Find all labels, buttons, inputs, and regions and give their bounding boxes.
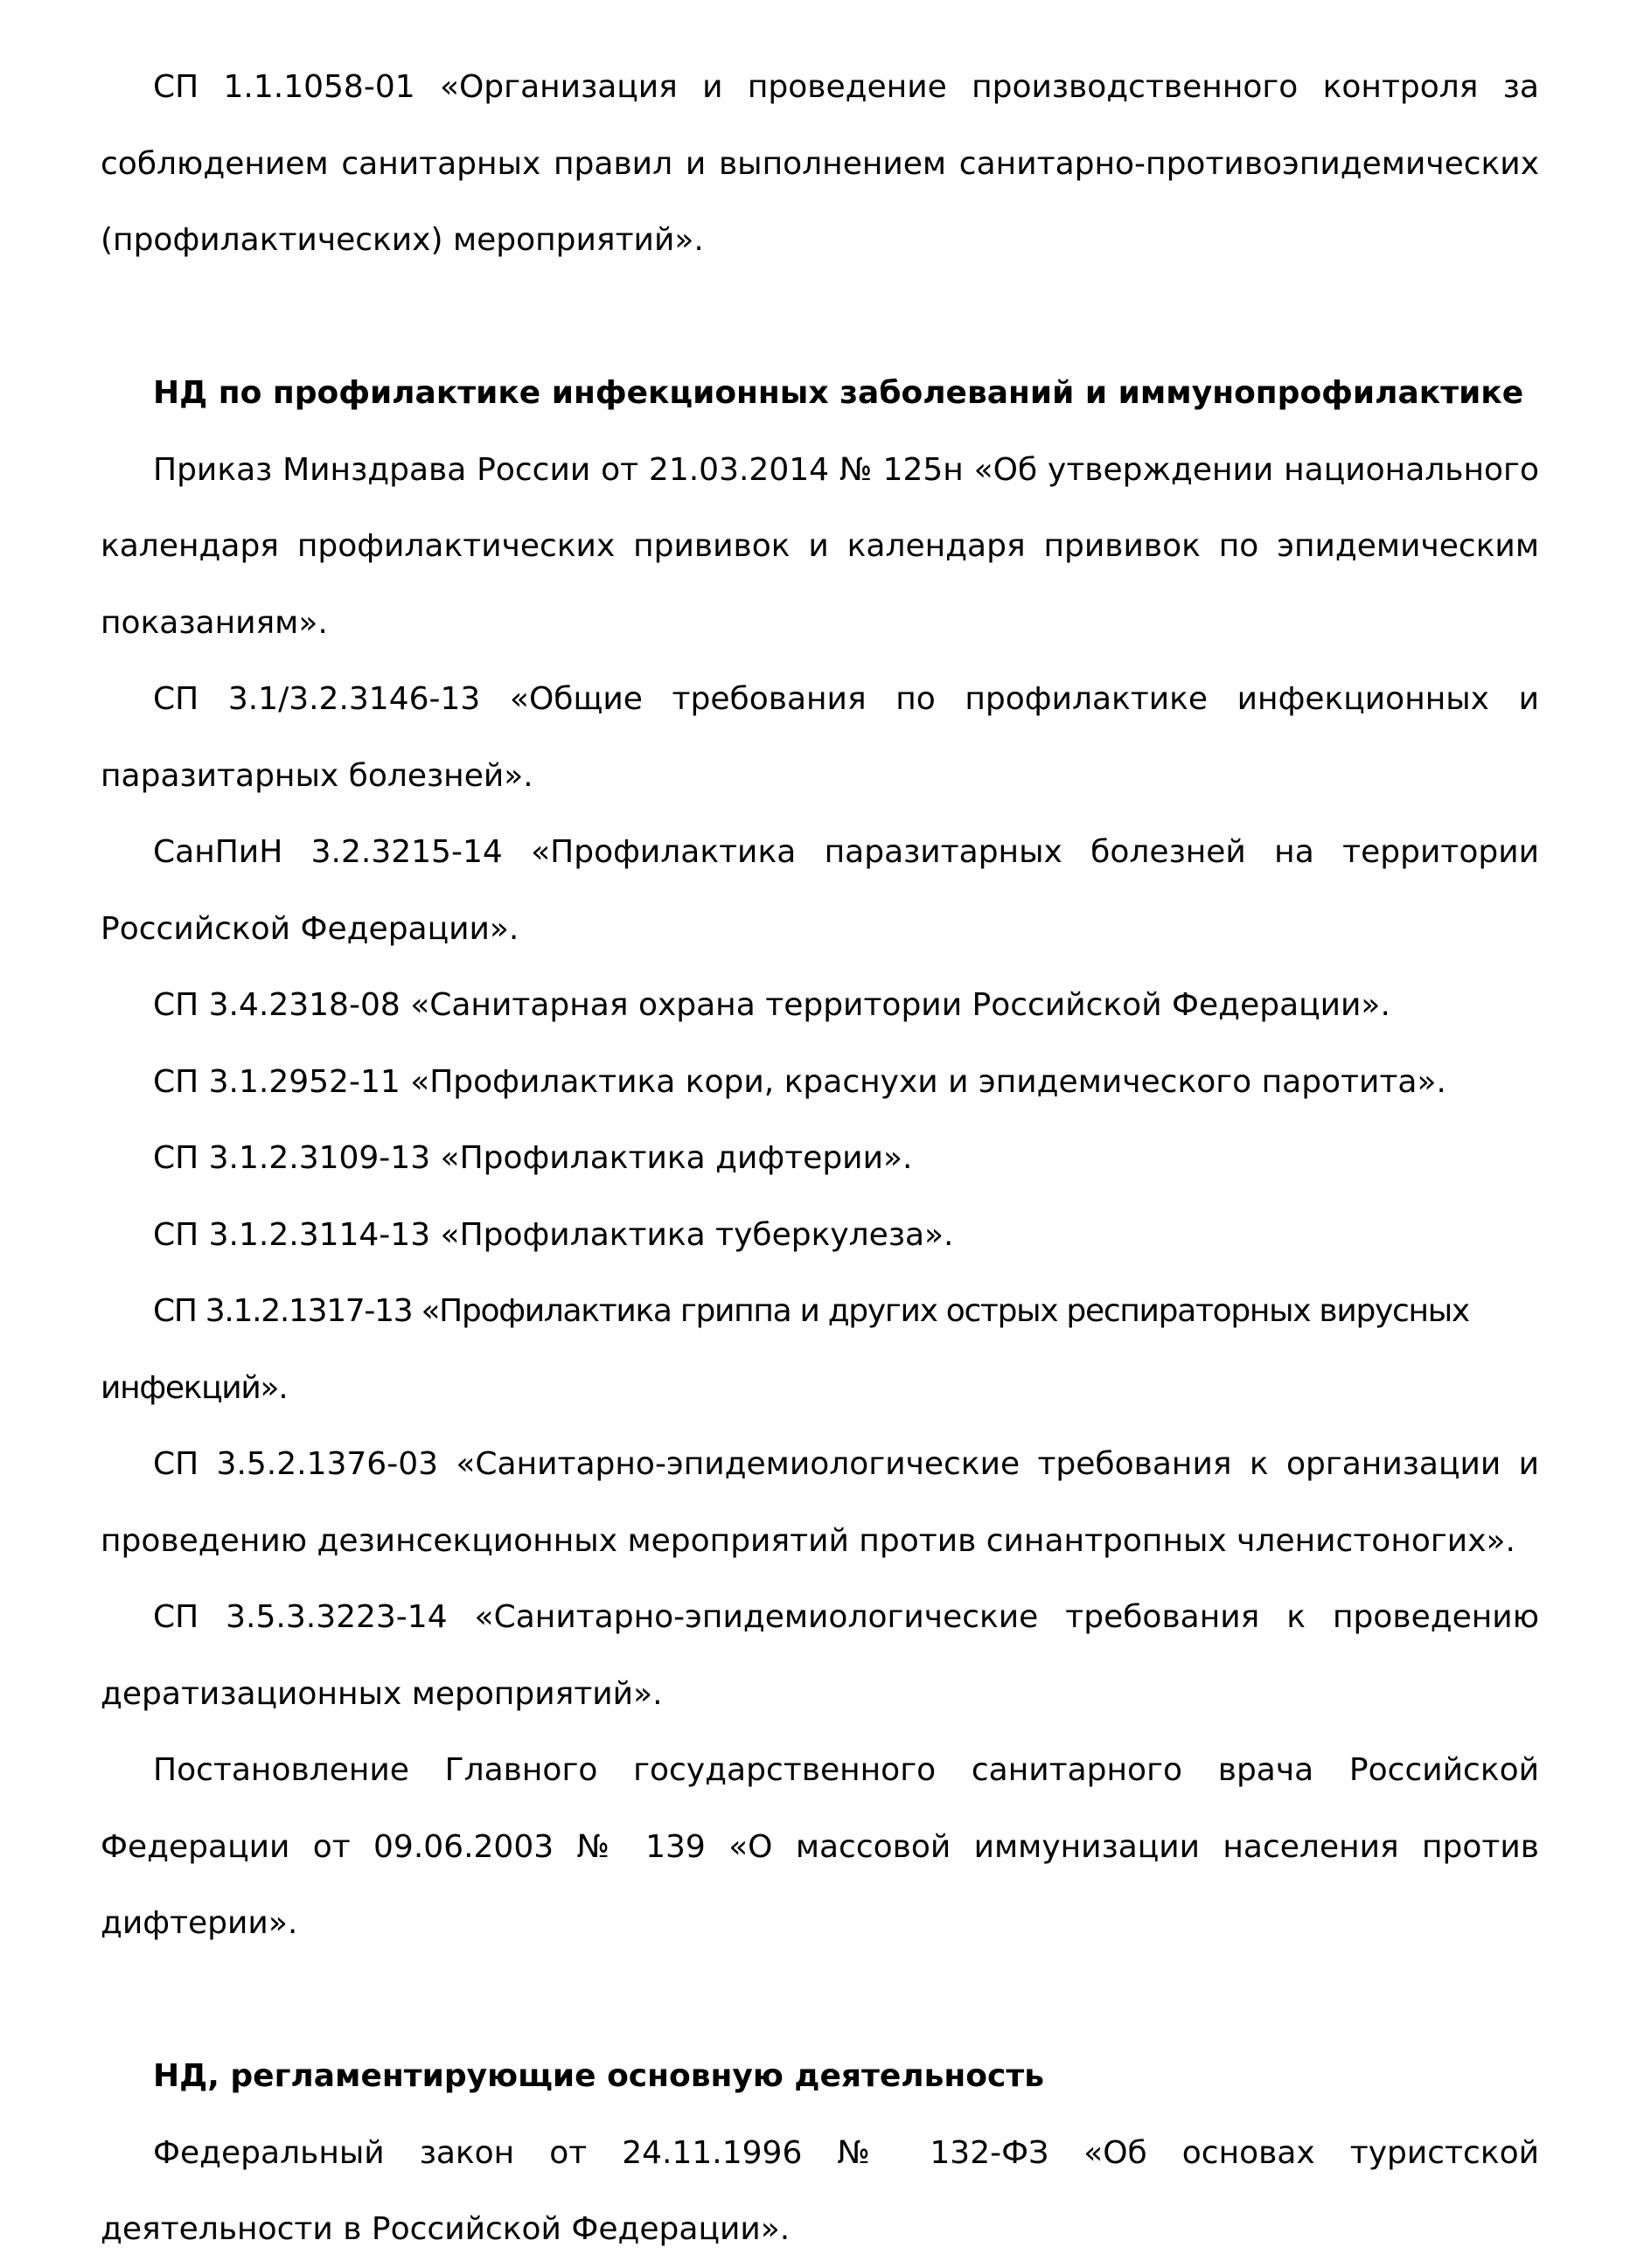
paragraph-sanpin-3-2-3215-14: СанПиН 3.2.3215-14 «Профилактика паразитарных болезней на территории Российской Федерации».: [101, 834, 1539, 947]
section-heading-infection-prevention: НД по профилактике инфекционных заболеваний и иммунопрофилактике: [153, 375, 1524, 411]
paragraph-sp-3-1-2-3114-13: СП 3.1.2.3114-13 «Профилактика туберкулеза».: [153, 1216, 954, 1253]
paragraph-federal-law-132-fz: Федеральный закон от 24.11.1996 № 132-ФЗ «Об основах туристской деятельности в Российской Федерации».: [101, 2134, 1539, 2247]
section-spacer: [101, 279, 1539, 356]
paragraph-sp-3-4-2318-08: СП 3.4.2318-08 «Санитарная охрана территории Российской Федерации».: [153, 987, 1390, 1023]
paragraph-sp-3-1-3-2-3146-13: СП 3.1/3.2.3146-13 «Общие требования по профилактике инфекционных и паразитарных болезней».: [101, 681, 1539, 794]
section-spacer: [101, 1962, 1539, 2039]
paragraph-minzdrav-order-125n: Приказ Минздрава России от 21.03.2014 № 125н «Об утверждении национального календаря профилактических прививок и календаря прививок по эпидемическим показаниям».: [101, 451, 1539, 641]
paragraph-sp-3-5-3-3223-14: СП 3.5.3.3223-14 «Санитарно-эпидемиологические требования к проведению дератизационных мероприятий».: [101, 1599, 1539, 1712]
paragraph-sp-1-1-1058-01: СП 1.1.1058-01 «Организация и проведение производственного контроля за соблюдением санитарных правил и выполнением санитарно-противоэпидемических (профилактических) мероприятий».: [101, 69, 1539, 258]
section-heading-core-activity: НД, регламентирующие основную деятельность: [153, 2058, 1044, 2094]
paragraph-resolution-139: Постановление Главного государственного санитарного врача Российской Федерации от 09.06.2003 № 139 «О массовой иммунизации населения против дифтерии».: [101, 1752, 1539, 1941]
paragraph-sp-3-1-2-1317-13: СП 3.1.2.1317-13 «Профилактика гриппа и других острых респираторных вирусных инфекций».: [101, 1293, 1469, 1406]
paragraph-sp-3-1-2952-11: СП 3.1.2952-11 «Профилактика кори, краснухи и эпидемического паротита».: [153, 1063, 1446, 1100]
paragraph-sp-3-1-2-3109-13: СП 3.1.2.3109-13 «Профилактика дифтерии».: [153, 1140, 913, 1176]
paragraph-sp-3-5-2-1376-03: СП 3.5.2.1376-03 «Санитарно-эпидемиологические требования к организации и проведению дезинсекционных мероприятий против синантропных членистоногих».: [101, 1446, 1539, 1559]
document-page: [101, 49, 1539, 2268]
